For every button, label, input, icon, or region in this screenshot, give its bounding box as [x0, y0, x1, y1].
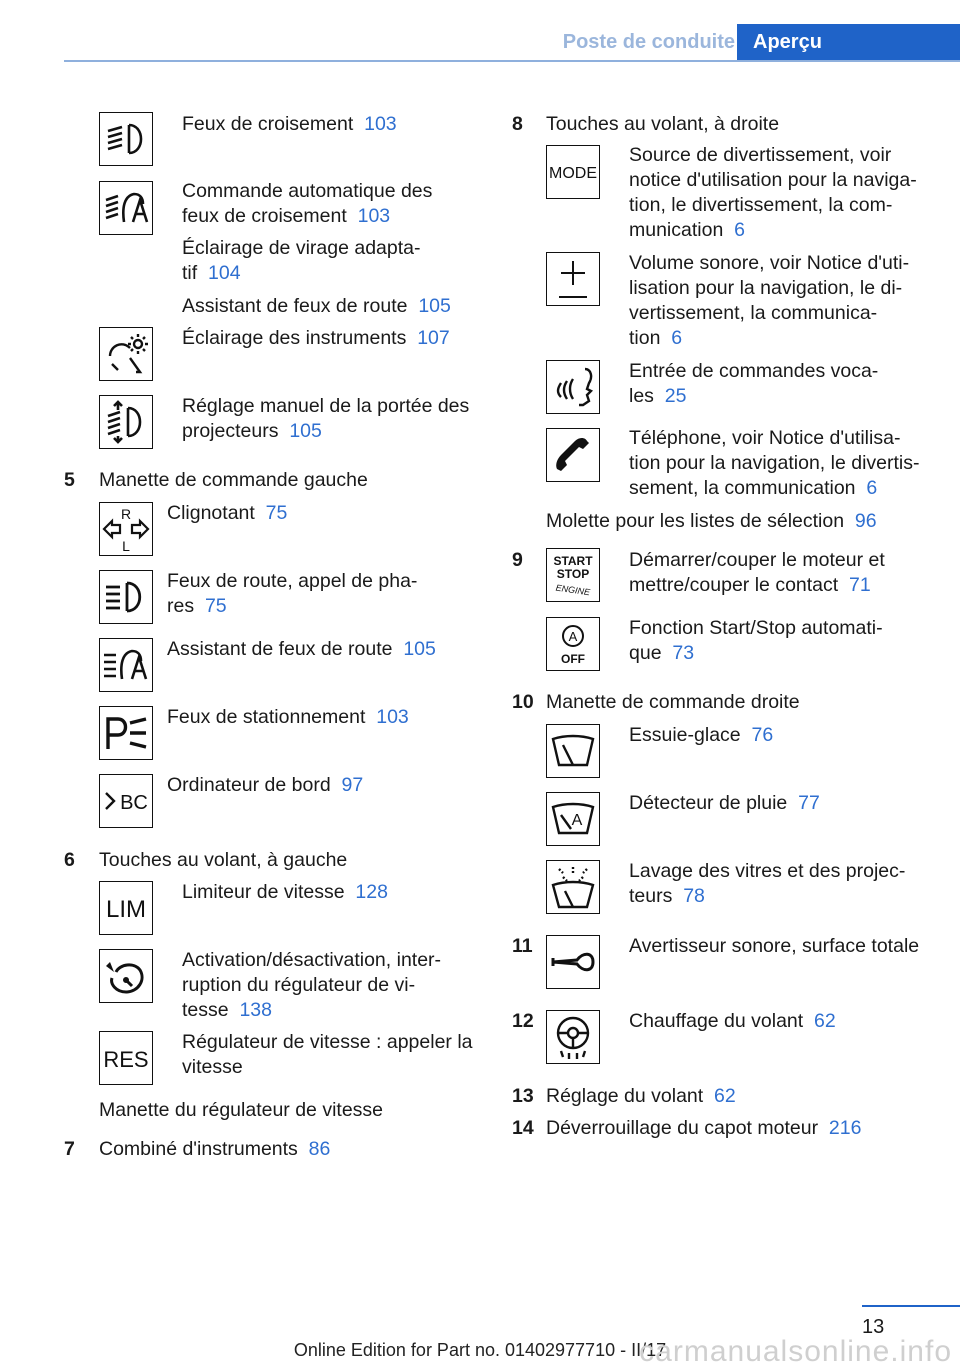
label-line2: vitesse: [182, 1056, 243, 1078]
section-number-13: 13: [512, 1085, 534, 1107]
label-line1: Régulateur de vitesse : appeler la: [182, 1031, 473, 1053]
voice-command-icon: [546, 360, 600, 414]
page-link[interactable]: 75: [204, 595, 227, 617]
label: Assistant de feux de route: [182, 295, 408, 317]
section-title-6: Touches au volant, à gauche: [99, 849, 348, 871]
section-number-10: 10: [512, 691, 534, 713]
parking-light-icon: [99, 706, 153, 760]
svg-text:BC: BC: [120, 792, 148, 814]
page-link[interactable]: 73: [672, 642, 695, 664]
section-title-7: [99, 1137, 330, 1162]
speed-limiter-icon: [99, 881, 153, 935]
section-number-6: 6: [64, 849, 75, 871]
label-line1: Entrée de commandes voca-: [629, 360, 879, 382]
page-link[interactable]: 62: [814, 1010, 836, 1032]
start-stop-engine-icon: [546, 548, 600, 602]
label: Ordinateur de bord: [167, 774, 331, 796]
section-number-7: 7: [64, 1138, 75, 1160]
item-essuie-glace: [629, 723, 773, 748]
item-assistant-route-2: [167, 637, 436, 662]
page-link[interactable]: 6: [671, 327, 683, 349]
item-stationnement: [167, 705, 409, 730]
section-number-14: 14: [512, 1117, 534, 1139]
label-line3: tion, le divertissement, la com-: [629, 194, 893, 216]
section-title-11: Avertisseur sonore, surface totale: [629, 935, 920, 957]
label-line2: que: [629, 642, 662, 664]
footer-divider: [862, 1305, 960, 1307]
label-line2: mettre/couper le contact: [629, 574, 839, 596]
item-ordinateur: [167, 773, 363, 798]
label-line1: Commande automatique des: [182, 180, 433, 202]
section-title-5: Manette de commande gauche: [99, 469, 368, 491]
volume-icon: [546, 252, 600, 306]
instrument-lighting-icon: [99, 327, 153, 381]
label-line4: munication: [629, 219, 724, 241]
page-link[interactable]: 86: [308, 1138, 331, 1160]
tab-apercu[interactable]: Aperçu: [737, 24, 960, 60]
cruise-control-icon: [99, 949, 153, 1003]
tab-poste-de-conduite[interactable]: Poste de conduite: [562, 31, 735, 53]
auto-low-beam-icon: [99, 181, 153, 235]
label-line2: res: [167, 595, 195, 617]
rain-sensor-icon: [546, 792, 600, 846]
item-feux-route: [167, 569, 417, 619]
high-beam-icon: [99, 570, 153, 624]
section-title-12: [629, 1009, 836, 1034]
svg-text:RES: RES: [103, 1047, 149, 1072]
label-line1: Démarrer/couper le moteur et: [629, 549, 885, 571]
high-beam-assistant-icon: [99, 638, 153, 692]
page-link[interactable]: 103: [357, 205, 391, 227]
low-beam-icon: [99, 112, 153, 166]
label-line1: Lavage des vitres et des projec-: [629, 860, 906, 882]
page-link[interactable]: 216: [828, 1117, 862, 1139]
page-link[interactable]: 97: [341, 774, 364, 796]
page-link[interactable]: 107: [417, 327, 450, 349]
item-eclairage-instruments: [182, 326, 450, 351]
page-link[interactable]: 25: [664, 385, 687, 407]
item-limiteur: [182, 880, 388, 905]
label-line2: ruption du régulateur de vi-: [182, 974, 416, 996]
label-line1: Activation/désactivation, inter-: [182, 949, 442, 971]
svg-text:A: A: [571, 812, 583, 829]
label: Limiteur de vitesse: [182, 881, 345, 903]
item-start-stop: [629, 616, 883, 666]
label-line1: Volume sonore, voir Notice d'uti-: [629, 252, 910, 274]
mode-button-icon: [546, 145, 600, 199]
label-line4: tion: [629, 327, 661, 349]
label: Molette pour les listes de sélection: [546, 510, 845, 532]
item-regulateur: [182, 1030, 473, 1080]
svg-text:MODE: MODE: [549, 165, 597, 182]
steering-wheel-heating-icon: [546, 1010, 600, 1064]
item-assistant-route-1: [182, 294, 451, 319]
label-line2: lisation pour la navigation, le di-: [629, 277, 903, 299]
item-commande-auto: [182, 179, 432, 229]
section-title-14: [546, 1116, 861, 1141]
page-link[interactable]: 128: [355, 881, 388, 903]
turn-signal-icon: [99, 502, 153, 556]
section-number-5: 5: [64, 469, 75, 491]
item-clignotant: [167, 501, 287, 526]
page-link[interactable]: 96: [854, 510, 877, 532]
section-number-11: 11: [512, 935, 533, 957]
auto-start-stop-icon: [546, 617, 600, 671]
item-telephone: [629, 426, 920, 501]
item-detecteur-pluie: [629, 791, 820, 816]
item-demarrer: [629, 548, 885, 598]
label-line1: Éclairage de virage adapta-: [182, 237, 421, 259]
watermark: carmanualsonline.info: [639, 1335, 952, 1368]
item-reglage-portee: [182, 394, 469, 444]
page-link[interactable]: 6: [866, 477, 878, 499]
page-link[interactable]: 78: [683, 885, 705, 907]
page-link[interactable]: 105: [289, 420, 322, 442]
label: Déverrouillage du capot moteur: [546, 1117, 819, 1139]
page-link[interactable]: 75: [265, 502, 288, 524]
item-lavage: [629, 859, 905, 909]
label: Détecteur de pluie: [629, 792, 788, 814]
section-number-8: 8: [512, 113, 523, 135]
page-link[interactable]: 105: [418, 295, 451, 317]
page-link[interactable]: 103: [376, 706, 409, 728]
label: Chauffage du volant: [629, 1010, 804, 1032]
label-line2: tif: [182, 262, 198, 284]
svg-text:L: L: [122, 538, 130, 554]
label-line2: tion pour la navigation, le divertis-: [629, 452, 920, 474]
page-link[interactable]: 105: [403, 638, 436, 660]
label-line2: projecteurs: [182, 420, 279, 442]
svg-text:STOP: STOP: [556, 567, 590, 581]
section-number-12: 12: [512, 1010, 534, 1032]
label: Feux de croisement: [182, 113, 354, 135]
label-line1: Réglage manuel de la portée des: [182, 395, 470, 417]
page-link[interactable]: 138: [239, 999, 272, 1021]
svg-text:R: R: [120, 506, 132, 522]
headlight-range-icon: [99, 395, 153, 449]
header-bar: [0, 0, 960, 64]
label-line1: Fonction Start/Stop automati-: [629, 617, 883, 639]
label-line3: tesse: [182, 999, 229, 1021]
page-link[interactable]: 76: [751, 724, 774, 746]
label-line2: teurs: [629, 885, 673, 907]
item-commandes-vocales: [629, 359, 878, 409]
page-link[interactable]: 77: [798, 792, 820, 814]
label-line3: sement, la communication: [629, 477, 856, 499]
label-line1: Feux de route, appel de pha-: [167, 570, 418, 592]
section-title-8: Touches au volant, à droite: [546, 113, 780, 135]
svg-text:START: START: [553, 554, 593, 568]
page-number: 13: [862, 1316, 885, 1338]
section-number-9: 9: [512, 549, 523, 571]
label: Réglage du volant: [546, 1085, 704, 1107]
phone-icon: [546, 428, 600, 482]
label-line1: Source de divertissement, voir: [629, 144, 892, 166]
page-link[interactable]: 103: [364, 113, 397, 135]
item-feux-croisement: [182, 112, 397, 137]
item-source-divertissement: [629, 143, 917, 243]
page-link[interactable]: 104: [208, 262, 241, 284]
wiper-icon: [546, 724, 600, 778]
page-link[interactable]: 62: [714, 1085, 736, 1107]
item-activation: [182, 948, 441, 1023]
label: Feux de stationnement: [167, 706, 366, 728]
section-title-10: Manette de commande droite: [546, 691, 800, 713]
resume-speed-icon: [99, 1031, 153, 1085]
page-link[interactable]: 71: [849, 574, 871, 596]
svg-text:LIM: LIM: [105, 896, 147, 923]
label-line2: les: [629, 385, 654, 407]
item-volume: [629, 251, 909, 351]
label: Assistant de feux de route: [167, 638, 393, 660]
svg-text:OFF: OFF: [561, 652, 585, 666]
label-line1: Téléphone, voir Notice d'utilisa-: [629, 427, 901, 449]
label: Clignotant: [167, 502, 255, 524]
header-divider: [64, 60, 960, 62]
label-line3: vertissement, la communica-: [629, 302, 878, 324]
item-eclairage-virage: [182, 236, 421, 286]
label-line2: notice d'utilisation pour la naviga-: [629, 169, 917, 191]
onboard-computer-icon: [99, 774, 153, 828]
label-line2: feux de croisement: [182, 205, 347, 227]
page-link[interactable]: 6: [734, 219, 746, 241]
item-molette: [546, 509, 877, 534]
washer-icon: [546, 860, 600, 914]
label: Essuie-glace: [629, 724, 741, 746]
item-manette-regulateur: Manette du régulateur de vitesse: [99, 1099, 384, 1121]
edition-footer: Online Edition for Part no. 01402977710 - II/17: [293, 1340, 667, 1360]
label: Combiné d'instruments: [99, 1138, 298, 1160]
horn-icon: [546, 935, 600, 989]
label: Éclairage des instruments: [182, 327, 407, 349]
svg-text:ENGINE: ENGINE: [555, 582, 591, 598]
svg-text:A: A: [568, 629, 578, 644]
section-title-13: [546, 1084, 736, 1109]
